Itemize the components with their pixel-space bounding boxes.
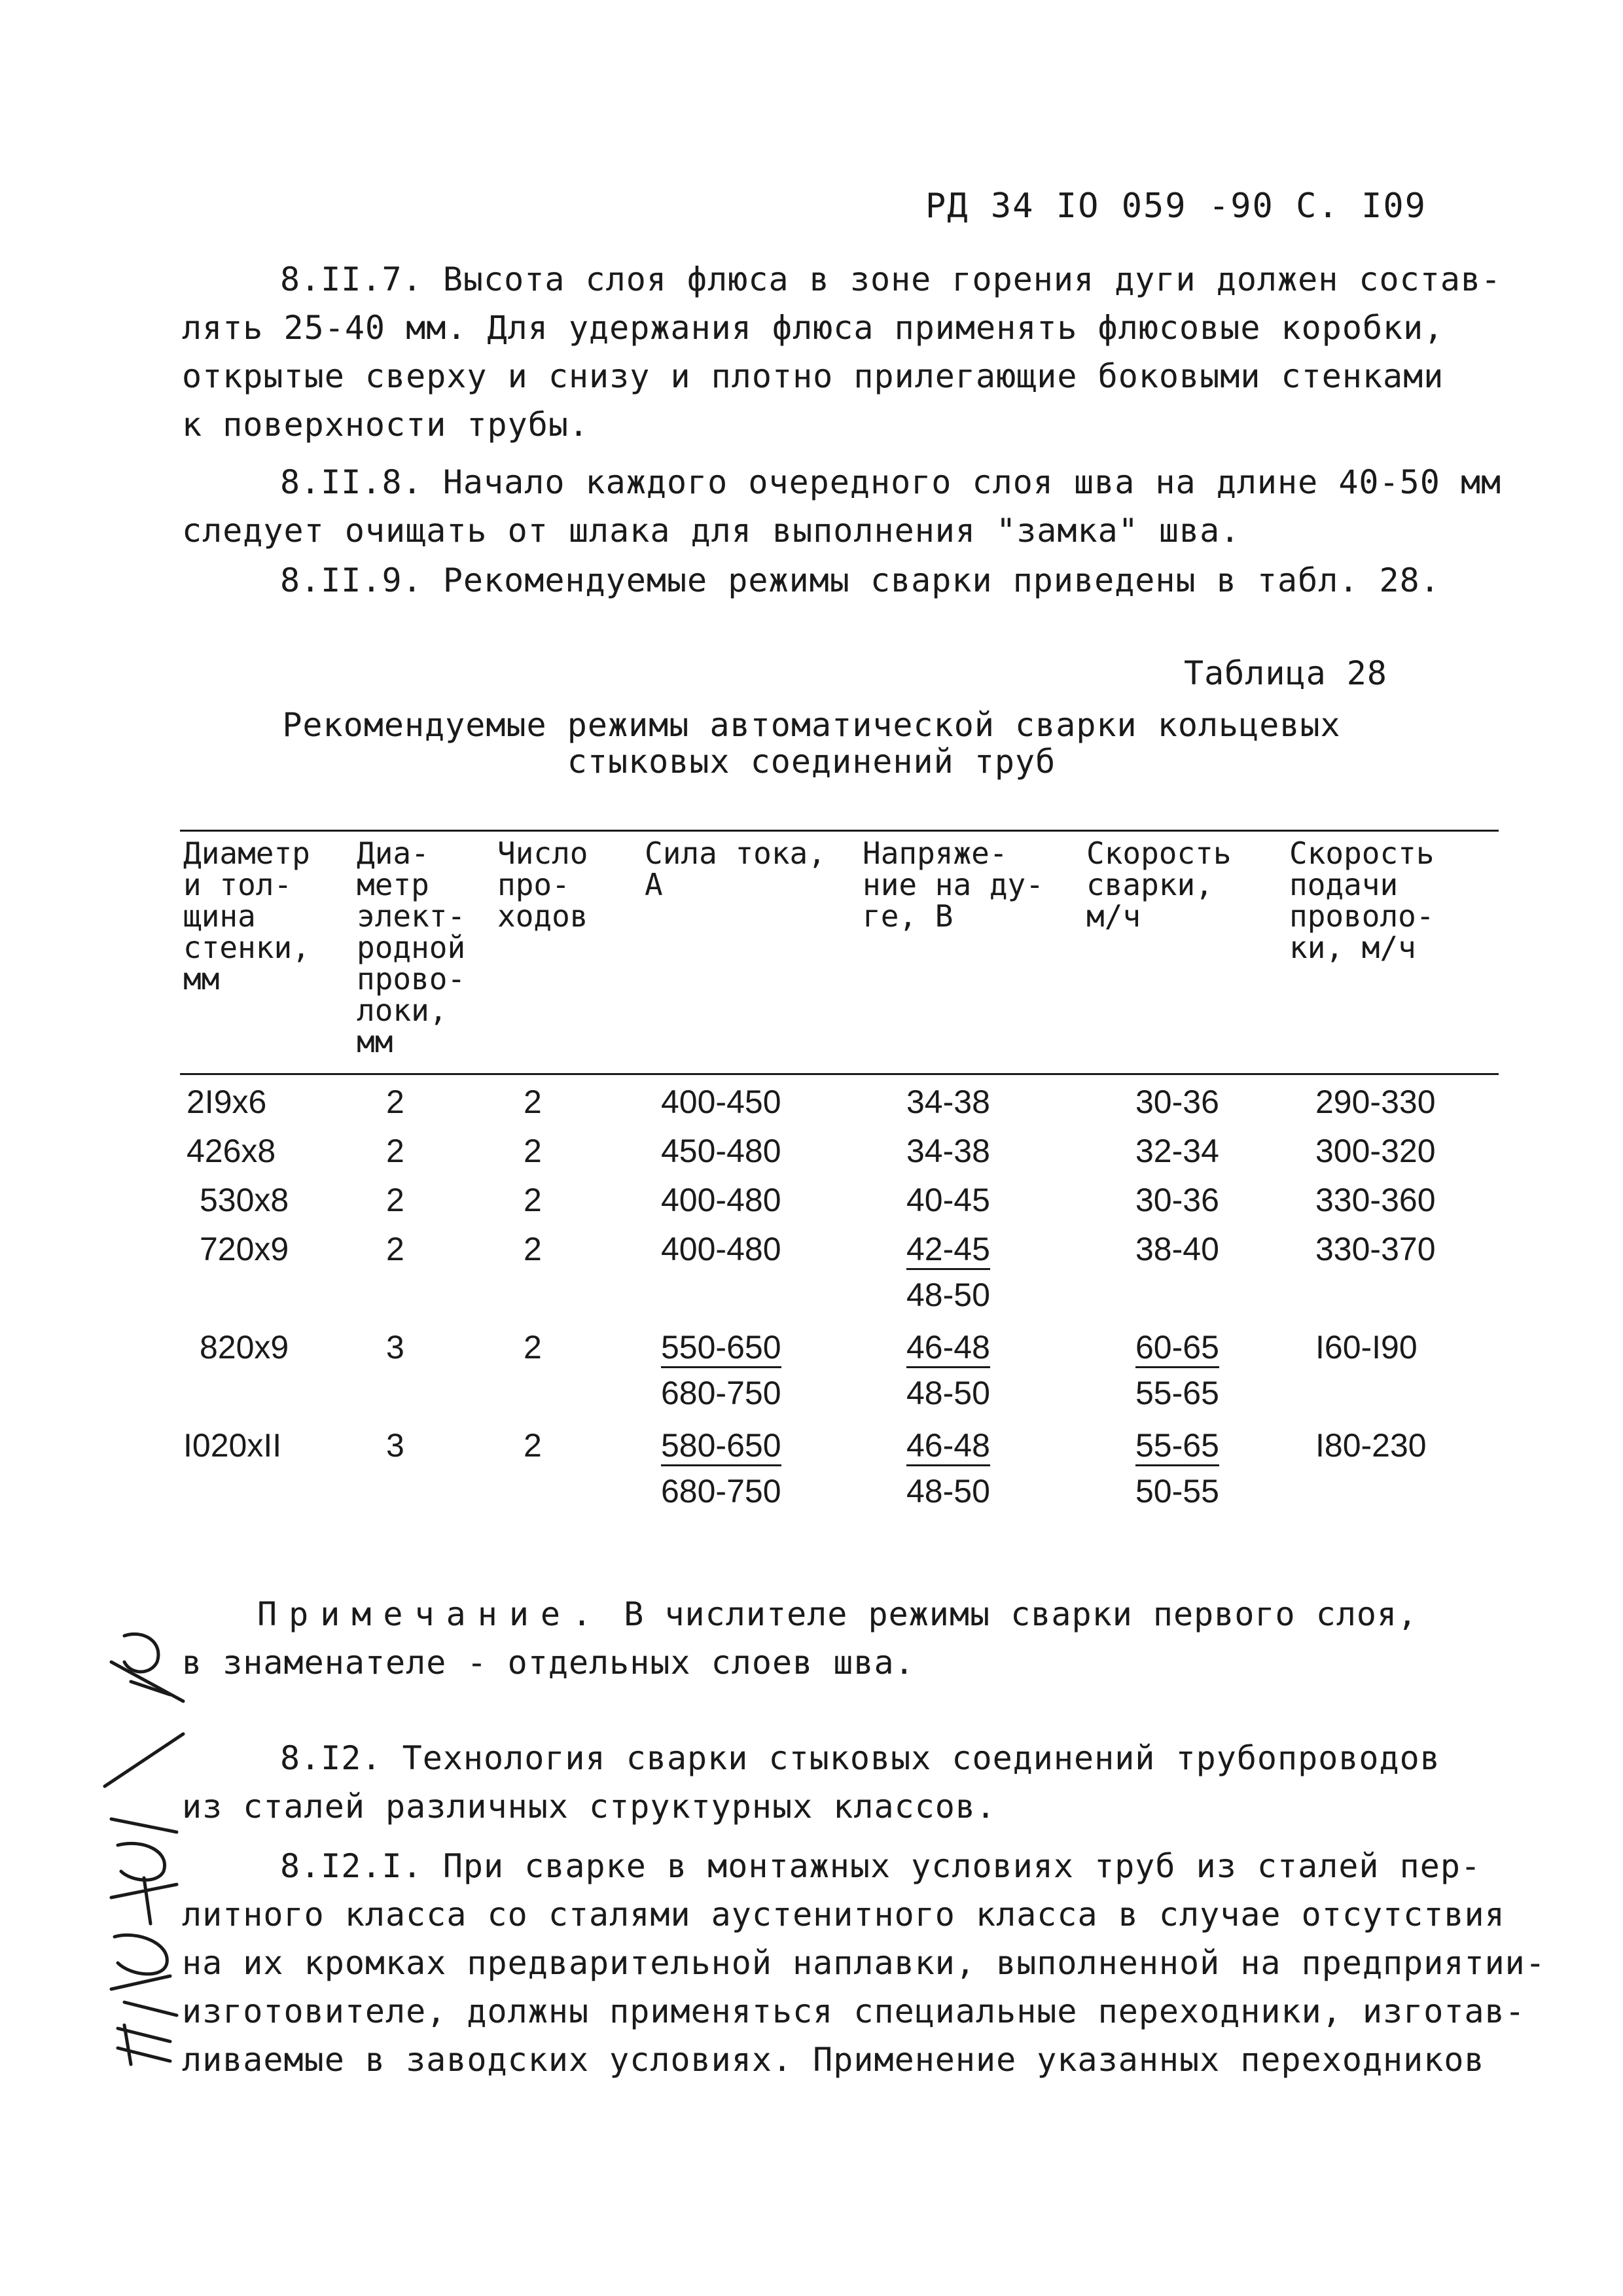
handwritten-mark-graphic <box>85 1623 203 2081</box>
cell-voltage: 34-38 <box>906 1133 990 1169</box>
cell-feed: 300-320 <box>1315 1133 1436 1169</box>
cell-current: 400-480 <box>661 1231 781 1267</box>
header-line: прово- <box>357 961 466 997</box>
text-line: ливаемые в заводских условиях. Применение указанных переходников <box>182 2041 1485 2079</box>
cell-diameter: 2I9x6 <box>187 1084 267 1120</box>
text-line: 8.II.7. Высота слоя флюса в зоне горения дуги должен состав- <box>280 260 1502 298</box>
cell-passes: 2 <box>524 1084 542 1120</box>
cell-feed: I80-230 <box>1315 1427 1427 1464</box>
cell-diameter: 426x8 <box>187 1133 276 1169</box>
header-line: м/ч <box>1086 898 1141 934</box>
header-line: Число <box>497 836 588 871</box>
note-line: в знаменателе - отдельных слоев шва. <box>182 1644 915 1682</box>
cell-speed: 38-40 <box>1135 1231 1219 1267</box>
table-note <box>182 1590 1504 1687</box>
cell-diameter: I020xII <box>183 1427 282 1464</box>
text-line: открытые сверху и снизу и плотно прилегающие боковыми стенками <box>182 357 1444 395</box>
table-top-rule <box>180 830 1499 832</box>
cell-passes: 2 <box>524 1329 542 1366</box>
cell-voltage-denominator: 48-50 <box>906 1277 990 1313</box>
cell-voltage: 34-38 <box>906 1084 990 1120</box>
paragraph-8-11-9 <box>182 556 1504 605</box>
note-line <box>182 1590 1504 1638</box>
text-line: лять 25-40 мм. Для удержания флюса применять флюсовые коробки, <box>182 309 1444 347</box>
cell-wire: 3 <box>386 1427 404 1464</box>
header-line: про- <box>497 867 570 902</box>
header-line: мм <box>357 1024 393 1059</box>
cell-speed: 32-34 <box>1135 1133 1219 1169</box>
table-title <box>0 707 1623 780</box>
paragraph-8-12 <box>182 1734 1504 1831</box>
header-line: подачи <box>1289 867 1399 902</box>
cell-diameter: 720x9 <box>200 1231 289 1267</box>
header-line: стенки, <box>183 930 310 965</box>
cell-speed-numerator: 60-65 <box>1135 1328 1219 1368</box>
table-title-line: Рекомендуемые режимы автоматической сварки кольцевых <box>282 706 1341 744</box>
table-title-line: стыковых соединений труб <box>567 743 1056 781</box>
cell-voltage-denominator: 48-50 <box>906 1473 990 1510</box>
cell-current: 400-480 <box>661 1182 781 1218</box>
cell-current: 450-480 <box>661 1133 781 1169</box>
header-line: ге, В <box>863 898 954 934</box>
table-header-rule <box>180 1073 1499 1075</box>
header-line: ходов <box>497 898 588 934</box>
cell-passes: 2 <box>524 1427 542 1464</box>
note-label: Примечание. <box>257 1595 604 1633</box>
cell-current-numerator: 580-650 <box>661 1426 781 1466</box>
paragraph-8-12-1 <box>182 1842 1546 2084</box>
page-header: РД 34 IO 059 -90 С. I09 <box>925 186 1427 226</box>
header-voltage <box>863 838 1044 932</box>
cell-feed: 330-370 <box>1315 1231 1436 1267</box>
cell-speed-numerator: 55-65 <box>1135 1426 1219 1466</box>
header-line: сварки, <box>1086 867 1213 902</box>
header-line: метр <box>357 867 429 902</box>
header-wire-feed <box>1289 838 1435 963</box>
header-wire-diameter <box>357 838 465 1057</box>
cell-passes: 2 <box>524 1133 542 1169</box>
cell-feed: 330-360 <box>1315 1182 1436 1218</box>
cell-speed: 30-36 <box>1135 1084 1219 1120</box>
text-line: к поверхности трубы. <box>182 406 590 444</box>
cell-wire: 2 <box>386 1182 404 1218</box>
table-caption: Таблица 28 <box>1183 654 1387 692</box>
header-line: А <box>645 867 663 902</box>
cell-wire: 2 <box>386 1084 404 1120</box>
header-line: проволо- <box>1289 898 1435 934</box>
header-line: Диа- <box>357 836 429 871</box>
header-line: локи, <box>357 993 448 1028</box>
cell-feed: I60-I90 <box>1315 1329 1418 1366</box>
paragraph-8-11-7 <box>182 255 1504 449</box>
text-line: следует очищать от шлака для выполнения "замка" шва. <box>182 512 1241 550</box>
cell-voltage-numerator: 42-45 <box>906 1230 990 1270</box>
cell-current-numerator: 550-650 <box>661 1328 781 1368</box>
cell-speed-denominator: 55-65 <box>1135 1375 1219 1411</box>
cell-wire: 2 <box>386 1231 404 1267</box>
cell-current-denominator: 680-750 <box>661 1473 781 1510</box>
text-line: 8.II.8. Начало каждого очередного слоя шва на длине 40-50 мм <box>280 463 1502 501</box>
text-line: 8.I2.I. При сварке в монтажных условиях труб из сталей пер- <box>280 1847 1482 1885</box>
cell-diameter: 820x9 <box>200 1329 289 1366</box>
text-line: 8.I2. Технология сварки стыковых соединений трубопроводов <box>280 1739 1440 1777</box>
header-line: элект- <box>357 898 466 934</box>
text-line: литного класса со сталями аустенитного класса в случае отсутствия <box>182 1896 1505 1934</box>
header-line: Скорость <box>1086 836 1232 871</box>
header-line: ки, м/ч <box>1289 930 1416 965</box>
cell-voltage-denominator: 48-50 <box>906 1375 990 1411</box>
cell-feed: 290-330 <box>1315 1084 1436 1120</box>
cell-passes: 2 <box>524 1231 542 1267</box>
cell-current: 400-450 <box>661 1084 781 1120</box>
text-line: из сталей различных структурных классов. <box>182 1788 997 1826</box>
header-line: мм <box>183 961 220 997</box>
cell-voltage: 40-45 <box>906 1182 990 1218</box>
header-line: Сила тока, <box>645 836 826 871</box>
header-line: Напряже- <box>863 836 1008 871</box>
text-line: на их кромках предварительной наплавки, выполненной на предприятии- <box>182 1944 1546 1982</box>
header-line: родной <box>357 930 466 965</box>
header-welding-speed <box>1086 838 1232 932</box>
handwritten-archive-mark <box>85 1623 203 2081</box>
header-diameter <box>183 838 310 995</box>
header-line: щина <box>183 898 256 934</box>
header-current <box>645 838 826 900</box>
cell-current-denominator: 680-750 <box>661 1375 781 1411</box>
cell-voltage-numerator: 46-48 <box>906 1328 990 1368</box>
cell-diameter: 530x8 <box>200 1182 289 1218</box>
header-passes <box>497 838 588 932</box>
cell-speed: 30-36 <box>1135 1182 1219 1218</box>
header-line: Диаметр <box>183 836 310 871</box>
text-line: 8.II.9. Рекомендуемые режимы сварки приведены в табл. 28. <box>280 561 1440 599</box>
header-line: и тол- <box>183 867 293 902</box>
text-line: изготовителе, должны применяться специальные переходники, изготав- <box>182 1992 1525 2030</box>
paragraph-8-11-8 <box>182 458 1504 555</box>
cell-voltage-numerator: 46-48 <box>906 1426 990 1466</box>
cell-passes: 2 <box>524 1182 542 1218</box>
cell-wire: 2 <box>386 1133 404 1169</box>
note-text: В числителе режимы сварки первого слоя, <box>603 1595 1418 1633</box>
cell-wire: 3 <box>386 1329 404 1366</box>
cell-speed-denominator: 50-55 <box>1135 1473 1219 1510</box>
header-line: Скорость <box>1289 836 1435 871</box>
header-line: ние на ду- <box>863 867 1044 902</box>
